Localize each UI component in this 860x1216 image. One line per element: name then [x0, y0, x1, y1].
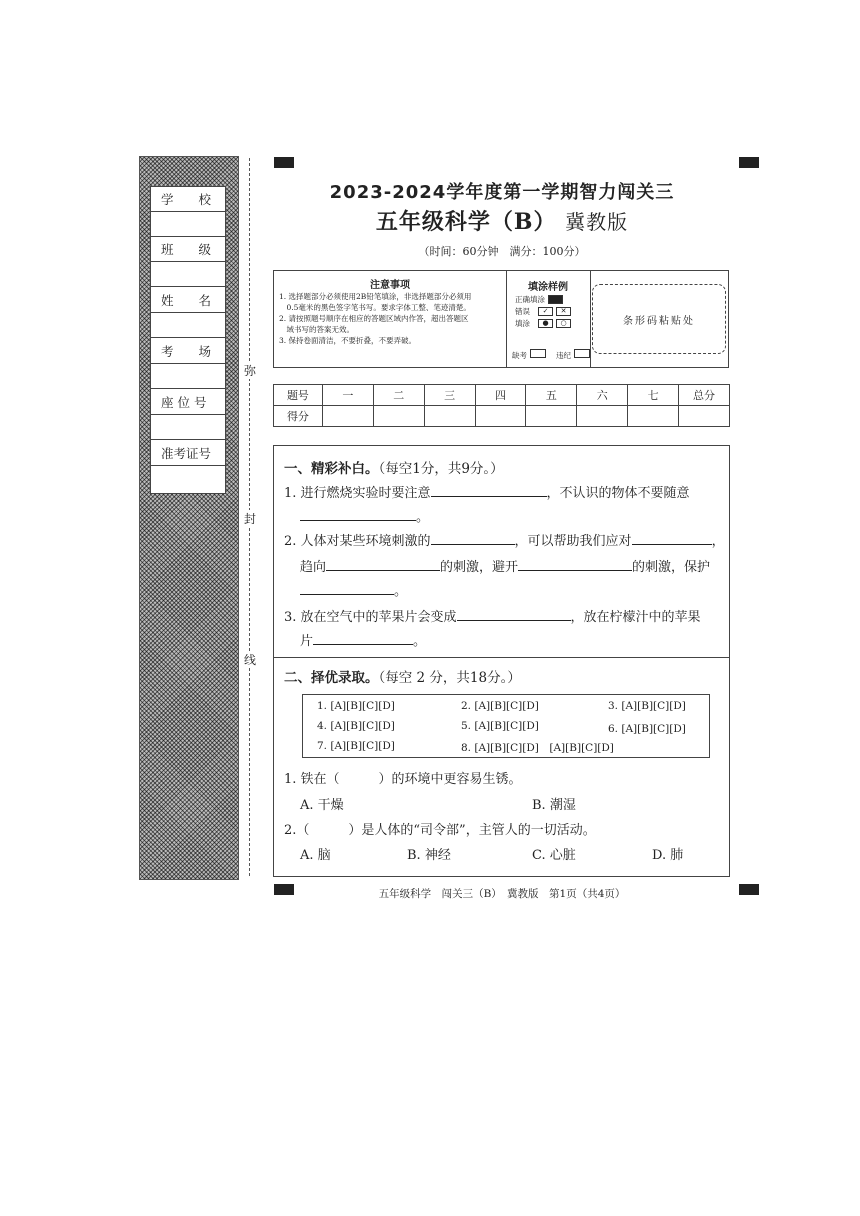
registration-mark — [739, 884, 759, 895]
mc-option: D. 肺 — [652, 848, 684, 863]
seat-label: 座 位 号 — [151, 390, 225, 415]
answer-blank[interactable] — [632, 532, 712, 545]
section2-heading: 二、择优录取。（每空 2 分，共18分。） — [284, 670, 521, 686]
score-header-cell: 六 — [577, 385, 628, 406]
violation-label: 违纪 — [556, 351, 571, 360]
section-fill-blank — [273, 445, 730, 657]
score-header-cell: 三 — [424, 385, 475, 406]
answer-bubbles-2[interactable]: 2. [A][B][C][D] — [461, 700, 539, 712]
barcode-label: 条形码粘贴处 — [623, 315, 695, 327]
score-header-cell: 五 — [526, 385, 577, 406]
answer-bubbles-4[interactable]: 4. [A][B][C][D] — [317, 720, 395, 732]
mc-question-1: 1. 铁在（ ）的环境中更容易生锈。 — [284, 772, 522, 787]
question-1-cont: 。 — [300, 506, 429, 525]
wrong-label: 错误 — [515, 306, 530, 316]
barcode-area — [592, 284, 726, 354]
exam-id-label: 准考证号 — [151, 441, 225, 466]
dot-box-icon: ● — [538, 319, 553, 328]
score-cell[interactable] — [526, 406, 577, 427]
answer-blank[interactable] — [431, 532, 515, 545]
seat-field[interactable] — [151, 415, 225, 440]
score-cell[interactable] — [322, 406, 373, 427]
score-table — [273, 384, 730, 427]
exam-id-field[interactable] — [151, 466, 225, 491]
exam-room-field[interactable] — [151, 364, 225, 389]
score-cell[interactable] — [577, 406, 628, 427]
exam-title: 2023-2024学年度第一学期智力闯关三 — [329, 182, 675, 203]
score-header-cell: 总分 — [679, 385, 730, 406]
page-footer: 五年级科学 闯关三（B） 冀教版 第1页（共4页） — [378, 888, 626, 900]
mc-option: B. 潮湿 — [532, 798, 576, 813]
filled-box-icon — [548, 295, 563, 304]
check-box-icon: ✓ — [538, 307, 553, 316]
answer-blank[interactable] — [457, 608, 571, 621]
class-label: 班 级 — [151, 237, 225, 262]
correct-label: 正确填涂 — [515, 294, 545, 304]
mc-question-2: 2.（ ）是人体的“司令部”，主管人的一切活动。 — [284, 823, 596, 838]
mc-option: A. 干燥 — [300, 798, 344, 813]
answer-bubbles-3[interactable]: 3. [A][B][C][D] — [608, 700, 686, 712]
time-info: （时间：60分钟 满分：100分） — [418, 245, 586, 258]
question-1: 1. 进行燃烧实验时要注意 ，不认识的物体不要随意 — [284, 486, 690, 501]
instruction-line: 0.5毫米的黑色签字笔书写。要求字体工整、笔迹清楚。 — [279, 303, 471, 312]
instructions-title: 注意事项 — [370, 280, 410, 291]
score-cell[interactable] — [475, 406, 526, 427]
fill-sample — [506, 271, 591, 367]
subject-grade: 五年级科学（B） — [375, 209, 557, 235]
answer-blank[interactable] — [431, 484, 547, 497]
mc-option: A. 脑 — [300, 848, 331, 863]
instruction-line: 3. 保持卷面清洁，不要折叠，不要弄破。 — [279, 336, 417, 345]
registration-mark — [739, 157, 759, 168]
answer-bubbles-1[interactable]: 1. [A][B][C][D] — [317, 700, 395, 712]
school-label: 学 校 — [151, 187, 225, 212]
answer-blank[interactable] — [300, 508, 416, 521]
wrong-label-2: 填涂 — [515, 318, 530, 328]
absent-label: 缺考 — [512, 351, 527, 360]
name-field[interactable] — [151, 313, 225, 338]
score-header-cell: 七 — [628, 385, 679, 406]
exam-subject-title — [274, 205, 730, 236]
answer-blank[interactable] — [300, 582, 394, 595]
score-cell[interactable] — [628, 406, 679, 427]
instruction-line: 2. 请按照题号顺序在相应的答题区域内作答，超出答题区 — [279, 314, 469, 323]
registration-mark — [274, 157, 294, 168]
score-cell[interactable] — [373, 406, 424, 427]
score-header-cell: 题号 — [274, 385, 323, 406]
class-field[interactable] — [151, 262, 225, 287]
score-header-cell: 一 — [322, 385, 373, 406]
answer-bubbles-6[interactable]: 6. [A][B][C][D] — [608, 723, 686, 735]
seal-char-xian: 线 — [240, 651, 260, 668]
instruction-line: 1. 选择题部分必须使用2B铅笔填涂，非选择题部分必须用 — [279, 292, 472, 301]
question-2: 2. 人体对某些环境刺激的 ，可以帮助我们应对 ， — [284, 534, 725, 549]
violation-checkbox[interactable] — [574, 349, 590, 358]
exam-room-label: 考 场 — [151, 339, 225, 364]
name-label: 姓 名 — [151, 288, 225, 313]
answer-blank[interactable] — [518, 558, 632, 571]
question-2-cont2: 。 — [300, 580, 407, 599]
circle-box-icon: ○ — [556, 319, 571, 328]
seal-char-mi: 弥 — [240, 362, 260, 379]
fill-sample-title: 填涂样例 — [528, 282, 568, 293]
student-info-box — [150, 186, 226, 494]
instructions — [274, 271, 507, 367]
section-multiple-choice — [273, 657, 730, 877]
edition: 冀教版 — [565, 210, 629, 234]
answer-bubbles-7[interactable]: 7. [A][B][C][D] — [317, 740, 395, 752]
answer-blank[interactable] — [313, 632, 413, 645]
absent-checkbox[interactable] — [530, 349, 546, 358]
score-row-label: 得分 — [274, 406, 323, 427]
school-field[interactable] — [151, 212, 225, 237]
answer-bubbles-5[interactable]: 5. [A][B][C][D] — [461, 720, 539, 732]
cross-box-icon: ✕ — [556, 307, 571, 316]
score-header-cell: 二 — [373, 385, 424, 406]
answer-sheet-grid — [302, 694, 710, 758]
mc-option: B. 神经 — [407, 848, 451, 863]
instruction-line: 域书写的答案无效。 — [279, 325, 354, 334]
question-2-cont: 趋向 的刺激，避开 的刺激，保护 — [300, 560, 711, 575]
answer-blank[interactable] — [326, 558, 440, 571]
question-3: 3. 放在空气中的苹果片会变成 ，放在柠檬汁中的苹果 — [284, 610, 701, 625]
notice-box — [273, 270, 729, 368]
score-header-cell: 四 — [475, 385, 526, 406]
score-cell[interactable] — [424, 406, 475, 427]
section1-heading: 一、精彩补白。（每空1分，共9分。） — [284, 461, 504, 477]
answer-bubbles-8[interactable]: 8. [A][B][C][D] [A][B][C][D] — [461, 742, 614, 754]
question-3-cont: 片 。 — [300, 634, 427, 649]
mc-option: C. 心脏 — [532, 848, 576, 863]
seal-char-feng: 封 — [240, 510, 260, 527]
score-cell[interactable] — [679, 406, 730, 427]
